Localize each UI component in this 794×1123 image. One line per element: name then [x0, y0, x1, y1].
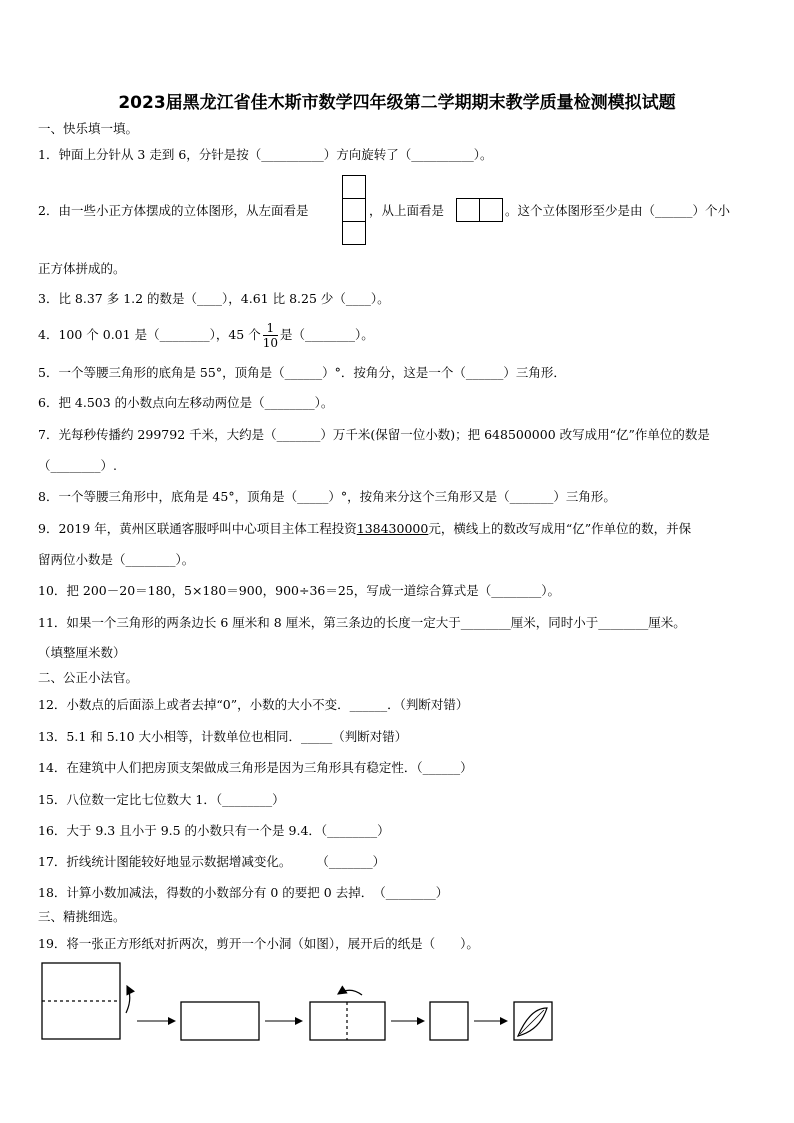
fraction-denominator: 10: [262, 336, 278, 350]
section-3-heading: 三、精挑细选。: [38, 909, 126, 924]
question-19: 19．将一张正方形纸对折两次，剪开一个小洞（如图），展开后的纸是（ ）。: [38, 936, 479, 951]
fraction-numerator: 1: [263, 321, 278, 336]
question-17: 17．折线统计图能较好地显示数据增减变化。 （_______）: [38, 854, 386, 869]
question-13: 13．5.1 和 5.10 大小相等，计数单位也相同．_____（判断对错）: [38, 729, 408, 744]
section-1-heading: 一、快乐填一填。: [38, 121, 139, 136]
question-2-part-b: ，从上面看是: [369, 203, 445, 218]
fold-left-arrow: [338, 990, 362, 995]
question-9-text-a: 9．2019 年，黄州区联通客服呼叫中心项目主体工程投资: [38, 521, 357, 536]
question-11-line-2: （填整厘米数）: [38, 645, 126, 660]
question-16: 16．大于 9.3 且小于 9.5 的小数只有一个是 9.4．（________）: [38, 823, 390, 838]
question-15: 15．八位数一定比七位数大 1．（________）: [38, 792, 285, 807]
question-2-part-a: 2．由一些小正方体摆成的立体图形，从左面看是: [38, 203, 309, 218]
question-5: 5．一个等腰三角形的底角是 55°，顶角是（______）°．按角分，这是一个（______）三角形．: [38, 365, 566, 380]
folded-rectangle: [181, 1002, 259, 1040]
exam-title: 2023届黑龙江省佳木斯市数学四年级第二学期期末教学质量检测模拟试题: [118, 93, 676, 113]
question-7-line-2: （________）.: [38, 458, 117, 473]
question-4-part-b: 是（________）。: [279, 327, 374, 342]
fold-up-arrow: [126, 986, 130, 1013]
question-6: 6．把 4.503 的小数点向左移动两位是（________）。: [38, 395, 334, 410]
question-3: 3．比 8.37 多 1.2 的数是（____），4.61 比 8.25 少（____）。: [38, 291, 390, 306]
question-14: 14．在建筑中人们把房顶支架做成三角形是因为三角形具有稳定性．（______）: [38, 760, 473, 775]
question-4-part-a: 4．100 个 0.01 是（________），45 个: [38, 327, 261, 342]
question-9-line-2: 留两位小数是（________）。: [38, 552, 195, 567]
question-10: 10．把 200－20＝180，5×180＝900，900÷36＝25，写成一道综合算式是（________）。: [38, 583, 561, 598]
question-2-part-d: 正方体拼成的。: [38, 261, 126, 276]
underlined-number: 138430000: [356, 521, 429, 536]
question-18: 18．计算小数加减法，得数的小数部分有 0 的要把 0 去掉． （________）: [38, 885, 449, 900]
question-8: 8．一个等腰三角形中，底角是 45°，顶角是（_____）°，按角来分这个三角形又是（_______）三角形。: [38, 489, 616, 504]
question-2-part-c: 。这个立体图形至少是由（______）个小: [505, 203, 731, 218]
question-9-text-b: 元，横线上的数改写成用“亿”作单位的数，并保: [428, 521, 692, 536]
section-2-heading: 二、公正小法官。: [38, 670, 139, 685]
question-12: 12．小数点的后面添上或者去掉“0”，小数的大小不变．______．（判断对错）: [38, 697, 469, 712]
question-11-line-1: 11．如果一个三角形的两条边长 6 厘米和 8 厘米，第三条边的长度一定大于________厘米，同时小于________厘米。: [38, 615, 686, 630]
question-1: 1．钟面上分针从 3 走到 6，分针是按（__________）方向旋转了（__________）。: [38, 147, 493, 162]
folded-square: [430, 1002, 468, 1040]
question-7-line-1: 7．光每秒传播约 299792 千米，大约是（_______）万千米(保留一位小数)；把 648500000 改写成用“亿”作单位的数是: [38, 427, 710, 442]
